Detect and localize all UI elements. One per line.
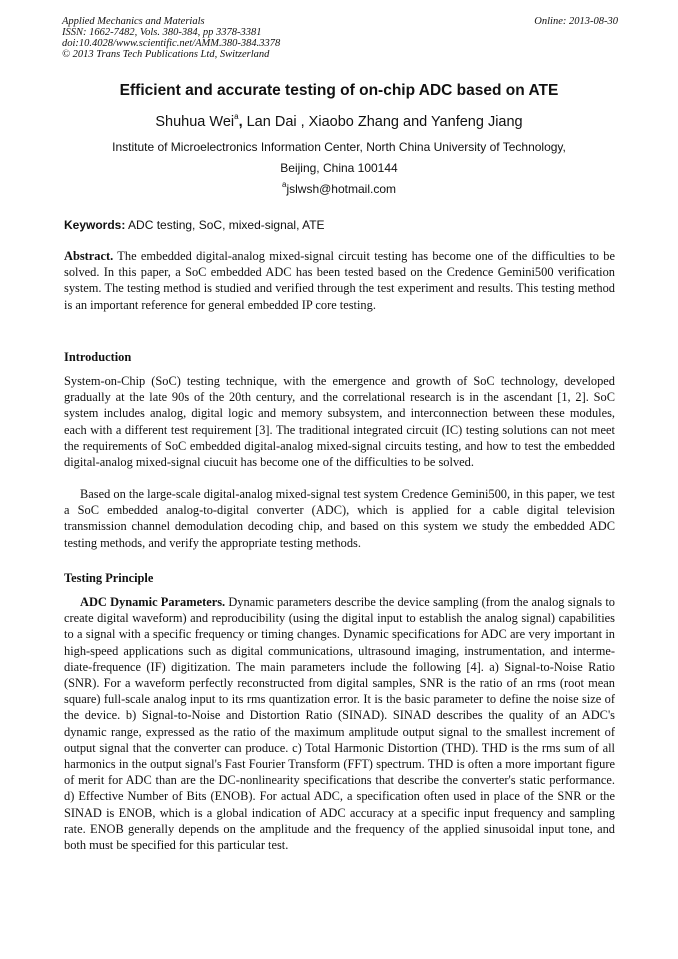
author-comma: , bbox=[238, 114, 243, 130]
testing-principle-heading: Testing Principle bbox=[64, 571, 154, 585]
abstract bbox=[64, 248, 615, 313]
testing-principle-text: Dynamic parameters describe the device sampling (from the analog signals to create digital waveform) and reproducibility (using the digital input to establish the analog signal) capabilities to a signal with a specific frequency or timing changes. Dynamic specifications for ADC are very important in high-speed applications such as digital communications, ultrasound imaging, instrumentation, and interme-diate-frequence (IF) digitization. The main parameters include the following [4]. a) Signal-to-Noise Ratio (SNR). For a waveform perfectly reconstructed from digital samples, SNR is the ratio of an rms (root mean square) full-scale analog input to its rms quantization error. It is the basic parameter to define the noise size of the device. b) Signal-to-Noise and Distortion Ratio (SINAD). SINAD describes the quality of an ADC's dynamic range, expressed as the ratio of the maximum amplitude output signal to the smallest increment of output signal that the converter can produce. c) Total Harmonic Distortion (THD). THD is the rms sum of all harmonics in the output signal's Fast Fourier Transform (FFT) spectrum. THD is often a more important figure of merit for ADC than are the DC-nonlinearity specifications that describe the converter's static performance. d) Effective Number of Bits (ENOB). For actual ADC, a specification often used in place of the SNR or the SINAD is ENOB, which is a global indication of ADC accuracy at a specific input frequency and sampling rate. ENOB generally depends on the amplitude and the frequency of the applied sinusoidal input tone, and both must be specified for this particular test. bbox=[64, 595, 615, 853]
journal-issn: ISSN: 1662-7482, Vols. 380-384, pp 3378-3381 bbox=[62, 27, 262, 38]
keywords bbox=[64, 218, 616, 232]
author-email bbox=[40, 182, 638, 196]
abstract-label: Abstract. bbox=[64, 249, 114, 263]
keywords-text: ADC testing, SoC, mixed-signal, ATE bbox=[125, 218, 325, 232]
affiliation-line-1: Institute of Microelectronics Information Center, North China University of Technology, bbox=[112, 140, 566, 154]
adc-dynamic-parameters-label: ADC Dynamic Parameters. bbox=[80, 595, 226, 609]
keywords-label: Keywords: bbox=[64, 218, 126, 232]
introduction-paragraph-1: System-on-Chip (SoC) testing technique, with the emergence and growth of SoC technology, developed gradually at the late 90s of the 20th century, and the correlational research is in the ascendant [1, 2]. SoC system includes analog, digital logic and memory subsystem, and interconnection between these modules, each with a different test requirement [3]. The traditional integrated circuit (IC) testing solutions can not meet the requirements of SoC embedded digital-analog mixed-signal circuits testing, and how to test the embedded digital-analog mixed-signal ciucuit has become one of the difficulties to be solved. bbox=[64, 374, 615, 470]
introduction-paragraph-2: Based on the large-scale digital-analog mixed-signal test system Credence Gemini500, in this paper, we test a SoC embedded analog-to-digital converter (ADC), which is applied for a cable digital television transmission channel demodulation decoding chip, and based on this system we study the embedded ADC testing methods, and verify the appropriate testing methods. bbox=[64, 487, 615, 550]
testing-principle-paragraph bbox=[64, 594, 615, 853]
author-first-sup: a bbox=[234, 112, 239, 121]
author-rest: Lan Dai , Xiaobo Zhang and Yanfeng Jiang bbox=[242, 114, 523, 130]
author-list bbox=[40, 114, 638, 130]
journal-name: Applied Mechanics and Materials bbox=[62, 16, 205, 27]
paper-title: Efficient and accurate testing of on-chip ADC based on ATE bbox=[119, 82, 559, 99]
author-first: Shuhua Wei bbox=[155, 114, 235, 130]
journal-copyright: © 2013 Trans Tech Publications Ltd, Switzerland bbox=[62, 49, 270, 60]
online-date: Online: 2013-08-30 bbox=[534, 16, 618, 27]
email-address: jslwsh@hotmail.com bbox=[286, 182, 396, 196]
journal-header bbox=[62, 16, 618, 60]
journal-doi: doi:10.4028/www.scientific.net/AMM.380-384.3378 bbox=[62, 38, 281, 49]
email-sup: a bbox=[282, 180, 287, 189]
abstract-text: The embedded digital-analog mixed-signal circuit testing has become one of the difficulties to be solved. In this paper, a SoC embedded ADC has been tested based on the Credence Gemini500 verification system. The testing method is studied and verified through the test experiment and results. This testing method is an important reference for general embedded IP core testing. bbox=[64, 249, 615, 312]
introduction-heading: Introduction bbox=[64, 350, 132, 364]
affiliation-line-2: Beijing, China 100144 bbox=[280, 161, 398, 175]
